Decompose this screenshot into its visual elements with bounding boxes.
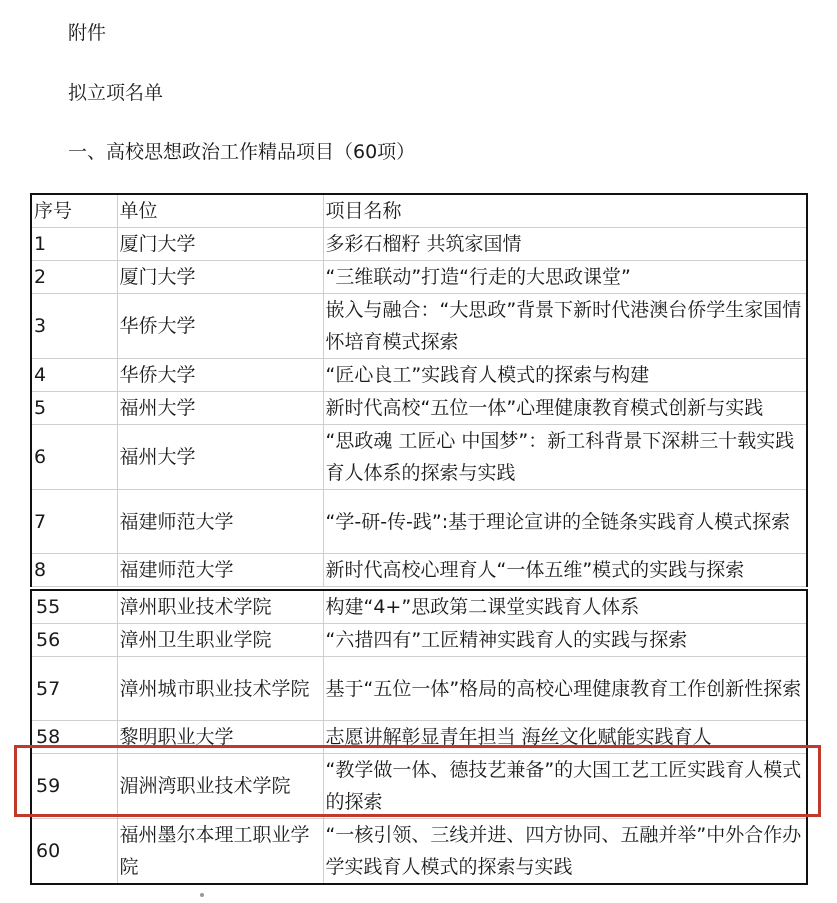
row-unit: 福建师范大学 (117, 490, 323, 554)
table-row (31, 657, 807, 721)
table-row (31, 624, 807, 657)
column-header-no: 序号 (31, 194, 117, 228)
row-unit: 华侨大学 (117, 359, 323, 392)
row-no: 57 (31, 657, 117, 721)
table-row (31, 359, 807, 392)
row-project: 基于“五位一体”格局的高校心理健康教育工作创新性探索 (323, 657, 807, 721)
row-project: “一核引领、三线并进、四方协同、五融并举”中外合作办学实践育人模式的探索与实践 (323, 819, 807, 885)
row-project: 多彩石榴籽 共筑家国情 (323, 228, 807, 261)
row-unit: 厦门大学 (117, 261, 323, 294)
highlight-box (14, 745, 821, 817)
annex-label: 附件 (68, 22, 107, 44)
row-project: “匠心良工”实践育人模式的探索与构建 (323, 359, 807, 392)
table-row (31, 392, 807, 425)
list-title: 拟立项名单 (68, 82, 164, 104)
row-unit: 福州大学 (117, 392, 323, 425)
row-project: 新时代高校“五位一体”心理健康教育模式创新与实践 (323, 392, 807, 425)
row-project: “六措四有”工匠精神实践育人的实践与探索 (323, 624, 807, 657)
table-row (31, 490, 807, 554)
row-project: “思政魂 工匠心 中国梦”：新工科背景下深耕三十载实践育人体系的探索与实践 (323, 425, 807, 490)
row-no: 56 (31, 624, 117, 657)
row-no: 3 (31, 294, 117, 359)
row-no: 60 (31, 819, 117, 885)
row-project: 嵌入与融合：“大思政”背景下新时代港澳台侨学生家国情怀培育模式探索 (323, 294, 807, 359)
column-header-project: 项目名称 (323, 194, 807, 228)
row-no: 55 (31, 590, 117, 624)
row-unit: 漳州卫生职业学院 (117, 624, 323, 657)
table-row (31, 425, 807, 490)
row-project: “三维联动”打造“行走的大思政课堂” (323, 261, 807, 294)
project-table-top (30, 193, 808, 587)
row-no: 4 (31, 359, 117, 392)
row-unit: 漳州城市职业技术学院 (117, 657, 323, 721)
row-project: “学-研-传-践”:基于理论宣讲的全链条实践育人模式探索 (323, 490, 807, 554)
table-row (31, 261, 807, 294)
table-row (31, 554, 807, 587)
row-no: 59 (31, 754, 117, 819)
row-unit: 漳州职业技术学院 (117, 590, 323, 624)
row-unit: 湄洲湾职业技术学院 (117, 754, 323, 819)
row-unit: 厦门大学 (117, 228, 323, 261)
row-unit: 福建师范大学 (117, 554, 323, 587)
row-no: 1 (31, 228, 117, 261)
row-no: 7 (31, 490, 117, 554)
row-unit: 华侨大学 (117, 294, 323, 359)
row-no: 58 (31, 721, 117, 754)
table-row (31, 590, 807, 624)
row-no: 8 (31, 554, 117, 587)
row-project: 构建“4+”思政第二课堂实践育人体系 (323, 590, 807, 624)
row-project: “教学做一体、德技艺兼备”的大国工艺工匠实践育人模式的探索 (323, 754, 807, 819)
column-header-unit: 单位 (117, 194, 323, 228)
row-no: 5 (31, 392, 117, 425)
stray-mark (200, 893, 204, 897)
project-table-bottom (30, 589, 808, 885)
row-project: 新时代高校心理育人“一体五维”模式的实践与探索 (323, 554, 807, 587)
table-row (31, 228, 807, 261)
table-header-row (31, 194, 807, 228)
row-unit: 福州大学 (117, 425, 323, 490)
row-unit: 福州墨尔本理工职业学院 (117, 819, 323, 885)
row-no: 6 (31, 425, 117, 490)
row-unit: 黎明职业大学 (117, 721, 323, 754)
table-row (31, 819, 807, 885)
row-project: 志愿讲解彰显青年担当 海丝文化赋能实践育人 (323, 721, 807, 754)
row-no: 2 (31, 261, 117, 294)
section-title: 一、高校思想政治工作精品项目（60项） (68, 141, 416, 163)
table-row (31, 294, 807, 359)
